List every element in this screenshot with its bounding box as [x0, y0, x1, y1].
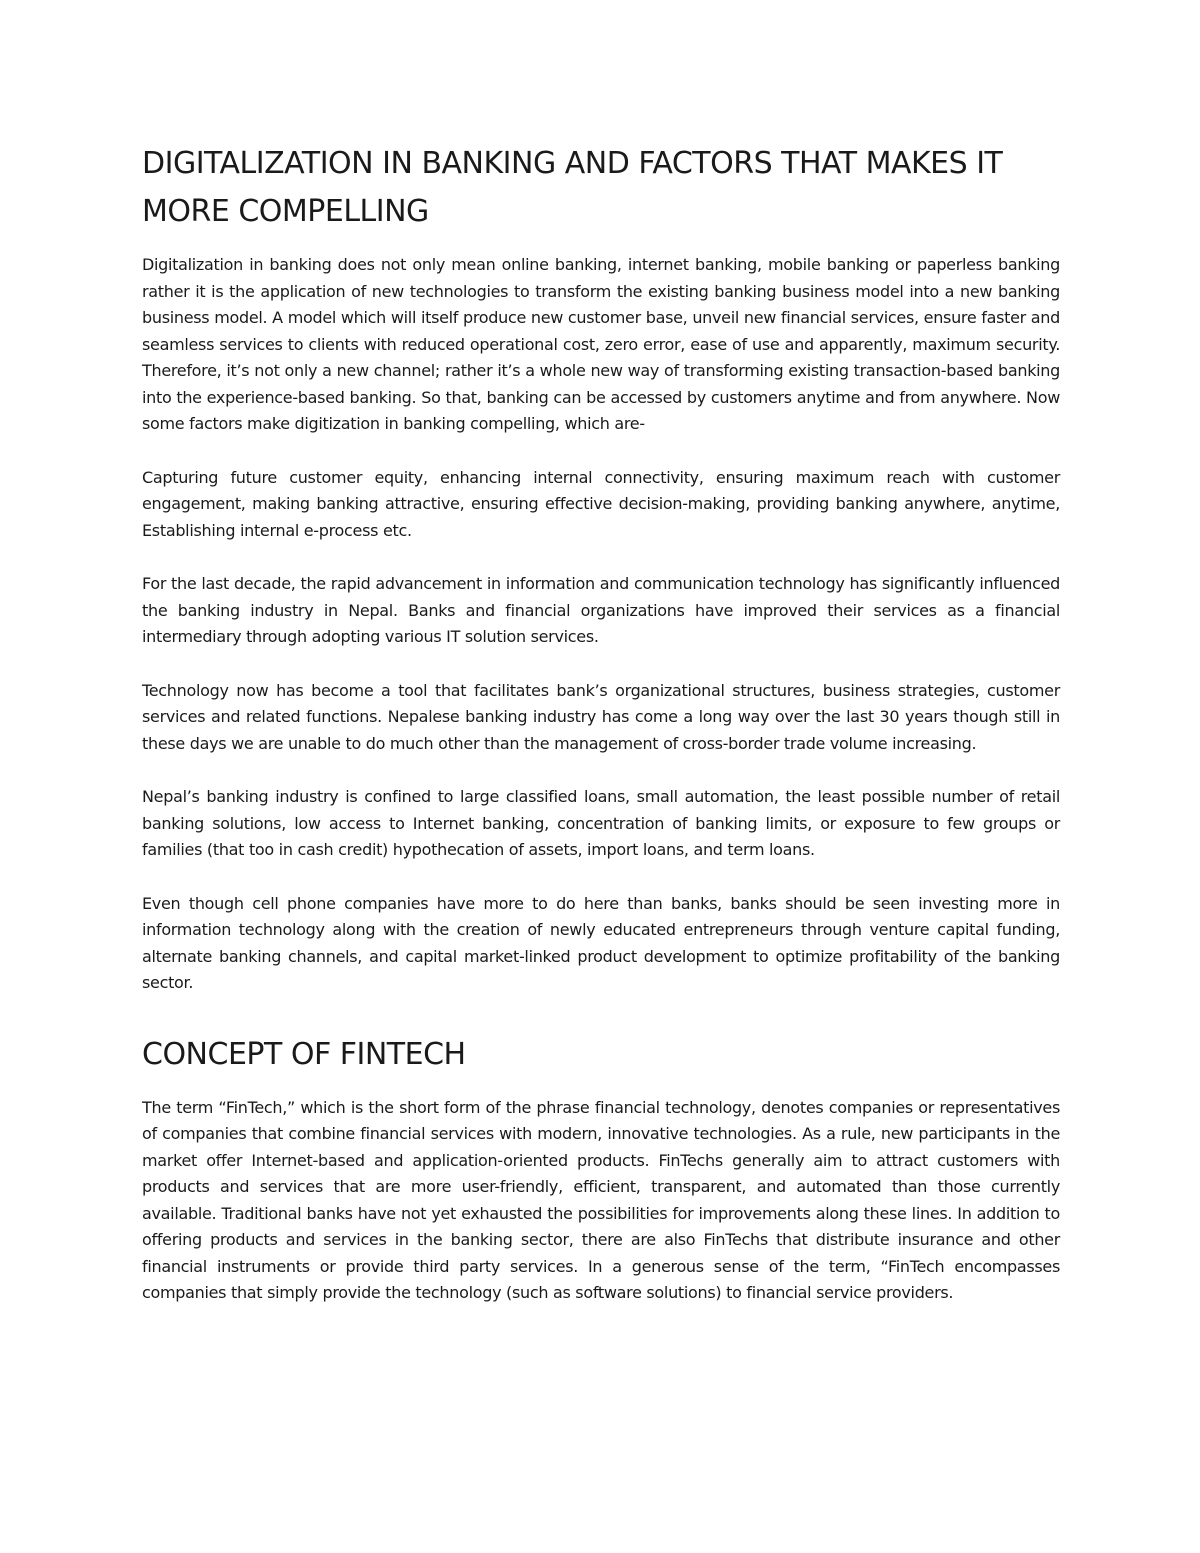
document-page — [142, 140, 1060, 1307]
section-heading-digitalization: DIGITALIZATION IN BANKING AND FACTORS THAT MAKES IT MORE COMPELLING — [142, 146, 1003, 229]
section-heading-fintech: CONCEPT OF FINTECH — [142, 1036, 466, 1072]
paragraph: The term “FinTech,” which is the short form of the phrase financial technology, denotes companies or representatives of companies that combine financial services with modern, innovative technologies. As a rule, new participants in the market offer Internet-based and application-oriented products. FinTechs generally aim to attract customers with products and services that are more user-friendly, efficient, transparent, and automated than those currently available. Traditional banks have not yet exhausted the possibilities for improvements along these lines. In addition to offering products and services in the banking sector, there are also FinTechs that distribute insurance and other financial instruments or provide third party services. In a generous sense of the term, “FinTech encompasses companies that simply provide the technology (such as software solutions) to financial service providers. — [142, 1097, 1060, 1302]
paragraph: Technology now has become a tool that facilitates bank’s organizational structures, business strategies, customer services and related functions. Nepalese banking industry has come a long way over the last 30 years though still in these days we are unable to do much other than the management of cross-border trade volume increasing. — [142, 680, 1060, 753]
paragraph: Capturing future customer equity, enhancing internal connectivity, ensuring maximum reach with customer engagement, making banking attractive, ensuring effective decision-making, providing banking anywhere, anytime, Establishing internal e-process etc. — [142, 467, 1060, 540]
paragraph: For the last decade, the rapid advancement in information and communication technology has significantly influenced the banking industry in Nepal. Banks and financial organizations have improved their services as a financial intermediary through adopting various IT solution services. — [142, 574, 1060, 646]
paragraph: Digitalization in banking does not only mean online banking, internet banking, mobile banking or paperless banking rather it is the application of new technologies to transform the existing banking business model into a new banking business model. A model which will itself produce new customer base, unveil new financial services, ensure faster and seamless services to clients with reduced operational cost, zero error, ease of use and apparently, maximum security. Therefore, it’s not only a new channel; rather it’s a whole new way of transforming existing transaction-based banking into the experience-based banking. So that, banking can be accessed by customers anytime and from anywhere. Now some factors make digitization in banking compelling, which are- — [142, 255, 1060, 433]
paragraph: Even though cell phone companies have more to do here than banks, banks should be seen investing more in information technology along with the creation of newly educated entrepreneurs through venture capital funding, alternate banking channels, and capital market-linked product development to optimize profitability of the banking sector. — [142, 893, 1060, 992]
paragraph: Nepal’s banking industry is confined to large classified loans, small automation, the least possible number of retail banking solutions, low access to Internet banking, concentration of banking limits, or exposure to few groups or families (that too in cash credit) hypothecation of assets, import loans, and term loans. — [142, 787, 1060, 859]
